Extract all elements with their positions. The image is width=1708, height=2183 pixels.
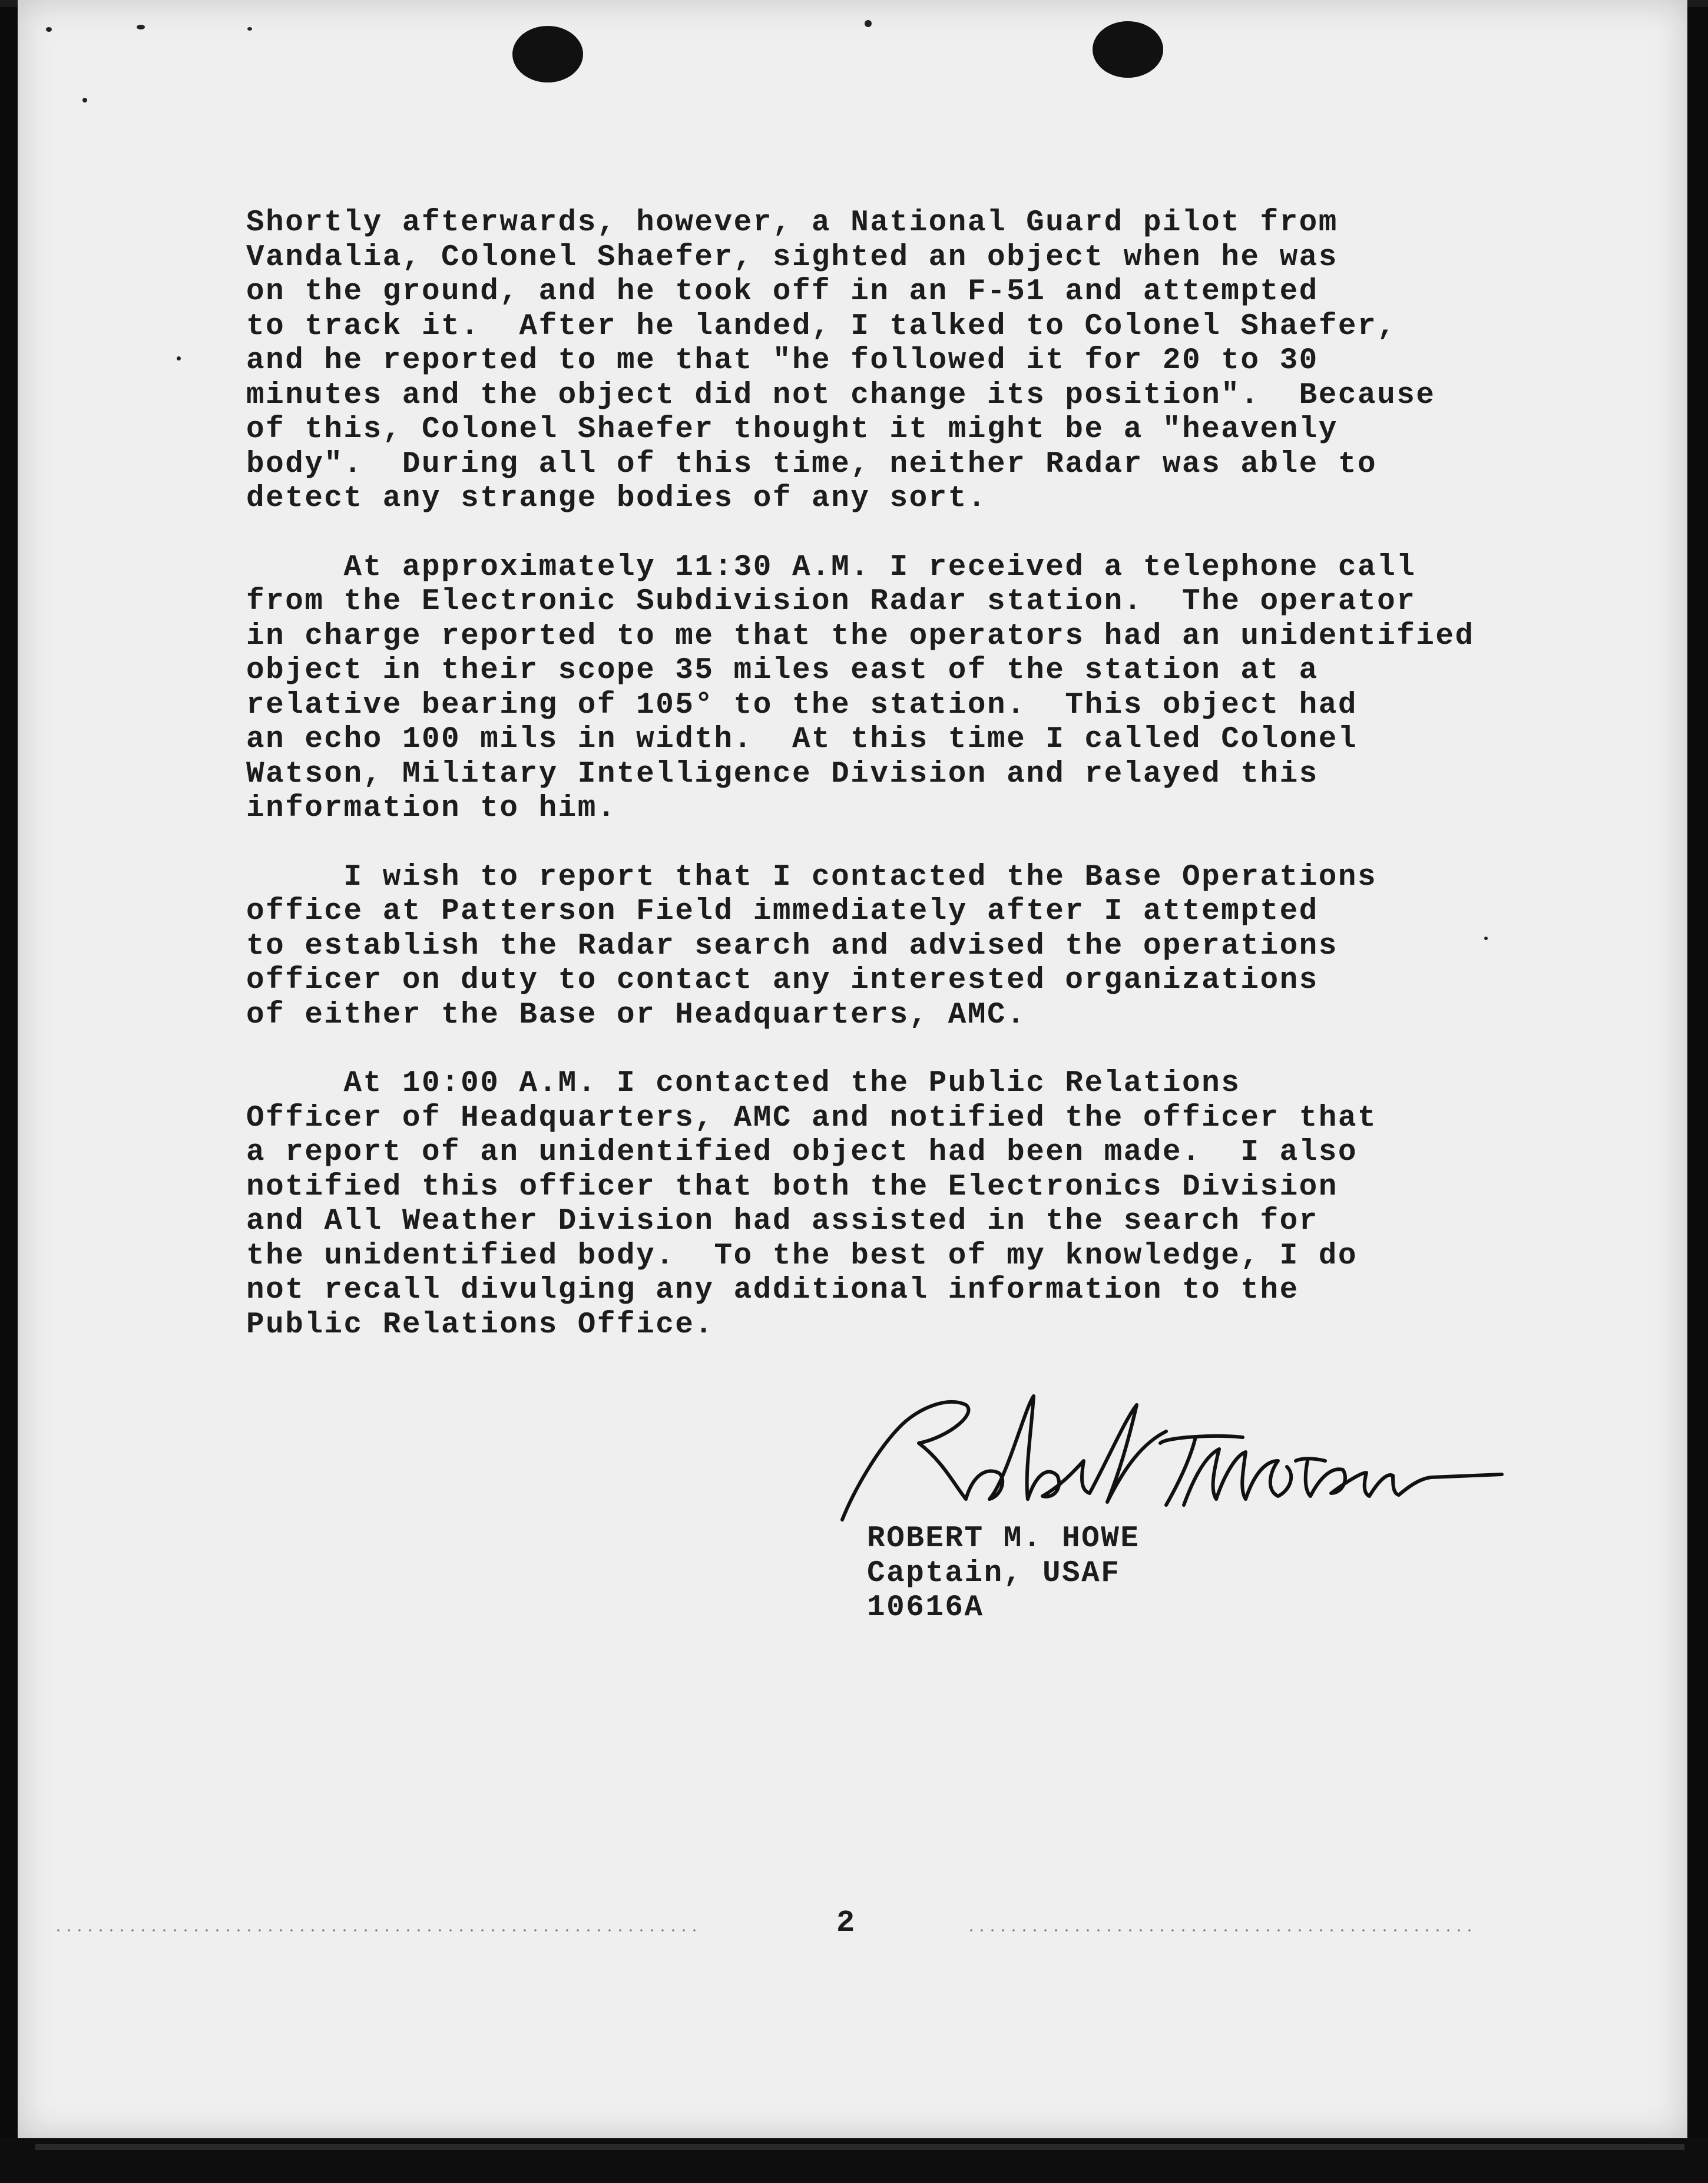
text-line: officer on duty to contact any interested organizations bbox=[246, 964, 1319, 997]
text-line: Shortly afterwards, however, a National Guard pilot from bbox=[246, 206, 1338, 240]
text-line: information to him. bbox=[246, 792, 617, 825]
text-line: Vandalia, Colonel Shaefer, sighted an object when he was bbox=[246, 240, 1338, 274]
signer-title: Captain, USAF bbox=[867, 1556, 1121, 1590]
text-line: in charge reported to me that the operators had an unidentified bbox=[246, 619, 1475, 653]
text-line: the unidentified body. To the best of my knowledge, I do bbox=[246, 1239, 1358, 1273]
paragraph-3 bbox=[246, 861, 1601, 1033]
text-line: object in their scope 35 miles east of the station at a bbox=[246, 654, 1319, 687]
page-number: 2 bbox=[836, 1906, 855, 1940]
text-line: to establish the Radar search and advised the operations bbox=[246, 929, 1338, 963]
punch-hole-left bbox=[512, 26, 583, 82]
text-line: of either the Base or Headquarters, AMC. bbox=[246, 998, 1027, 1032]
text-line: body". During all of this time, neither Radar was able to bbox=[246, 447, 1378, 481]
signer-serial: 10616A bbox=[867, 1591, 984, 1625]
paragraph-4 bbox=[246, 1067, 1601, 1342]
text-line: Public Relations Office. bbox=[246, 1308, 714, 1342]
text-line: from the Electronic Subdivision Radar station. The operator bbox=[246, 585, 1416, 618]
text-line: an echo 100 mils in width. At this time I called Colonel bbox=[246, 723, 1358, 756]
signer-name: ROBERT M. HOWE bbox=[867, 1522, 1140, 1556]
paragraph-2 bbox=[246, 551, 1601, 826]
letter-body bbox=[246, 206, 1601, 1377]
signature-block bbox=[867, 1522, 1140, 1626]
text-line: At 10:00 A.M. I contacted the Public Relations bbox=[246, 1067, 1241, 1100]
text-line: relative bearing of 105° to the station. This object had bbox=[246, 688, 1358, 722]
text-line: notified this officer that both the Electronics Division bbox=[246, 1170, 1338, 1204]
text-line: detect any strange bodies of any sort. bbox=[246, 482, 987, 515]
speck bbox=[137, 25, 145, 29]
text-line: on the ground, and he took off in an F-51 and attempted bbox=[246, 275, 1319, 309]
scan-noise-left bbox=[53, 1929, 701, 1931]
speck bbox=[247, 27, 252, 31]
text-line: Officer of Headquarters, AMC and notified the officer that bbox=[246, 1101, 1378, 1135]
text-line: to track it. After he landed, I talked to Colonel Shaefer, bbox=[246, 309, 1397, 343]
speck bbox=[865, 20, 872, 27]
text-line: of this, Colonel Shaefer thought it might be a "heavenly bbox=[246, 413, 1338, 446]
scan-edge-bottom-line bbox=[35, 2144, 1684, 2150]
speck bbox=[46, 27, 52, 32]
text-line: minutes and the object did not change its position". Because bbox=[246, 378, 1436, 412]
text-line: and he reported to me that "he followed it for 20 to 30 bbox=[246, 344, 1319, 378]
speck bbox=[82, 98, 87, 102]
paragraph-1 bbox=[246, 206, 1601, 517]
punch-hole-right bbox=[1093, 21, 1163, 78]
handwritten-signature bbox=[830, 1372, 1508, 1532]
text-line: office at Patterson Field immediately after I attempted bbox=[246, 895, 1319, 928]
text-line: and All Weather Division had assisted in the search for bbox=[246, 1205, 1319, 1238]
text-line: I wish to report that I contacted the Base Operations bbox=[246, 860, 1378, 894]
text-line: At approximately 11:30 A.M. I received a telephone call bbox=[246, 550, 1416, 584]
speck bbox=[177, 356, 181, 360]
scan-noise-right bbox=[966, 1929, 1472, 1931]
text-line: not recall divulging any additional information to the bbox=[246, 1274, 1299, 1307]
text-line: a report of an unidentified object had been made. I also bbox=[246, 1136, 1358, 1169]
text-line: Watson, Military Intelligence Division and relayed this bbox=[246, 757, 1319, 791]
